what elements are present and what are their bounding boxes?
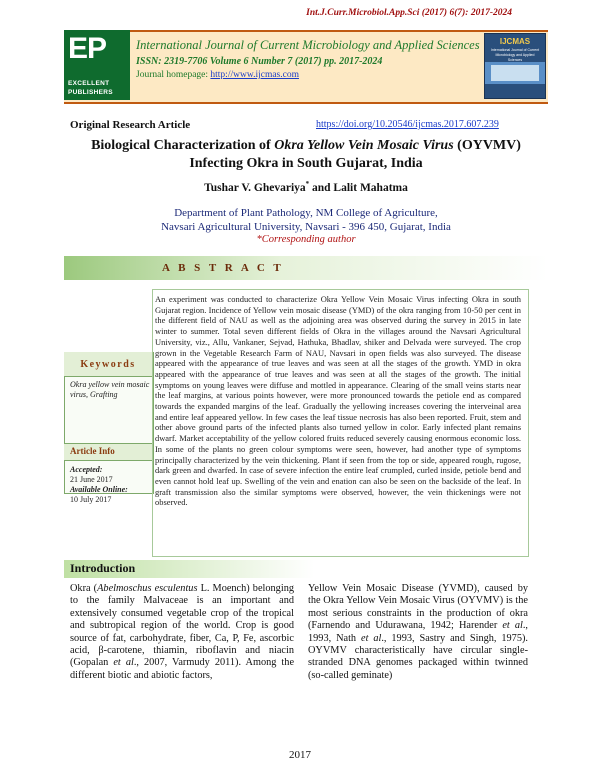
journal-cover-thumbnail <box>484 33 546 99</box>
accepted-date: 21 June 2017 <box>70 475 113 484</box>
homepage-label: Journal homepage: <box>136 70 211 80</box>
author-first: Tushar V. Ghevariya <box>204 181 306 194</box>
page-number: 2017 <box>289 749 311 761</box>
col1-text-2: L. Moench) belonging to the family Malvaceae is an important and extensively consumed vegetable crop of the tropical and subtropical region of the world. Crop is good source of fat, carbohydrate, fiber, Ca, P, Fe, ascorbic acid, β-carotene, thiamin, riboflavin and niacin (Gopalan <box>70 583 294 669</box>
col2-text-3: ., 1993, Sastry and Singh, 1975). OYVMV characteristically have circular single-stranded DNA genomes packaged within twinned (so-called geminate) <box>308 632 528 681</box>
col2-etal-2: et al <box>361 632 382 644</box>
journal-title: International Journal of Current Microbiology and Applied Sciences <box>136 38 480 52</box>
introduction-column-1 <box>70 583 294 682</box>
col1-text-1: Okra ( <box>70 583 98 594</box>
introduction-column-2 <box>308 583 528 682</box>
keywords-heading: Keywords <box>80 359 136 370</box>
abstract-header <box>64 256 548 280</box>
running-header: Int.J.Curr.Microbiol.App.Sci (2017) 6(7): 2017-2024 <box>306 8 512 18</box>
keywords-text: Okra yellow vein mosaic virus, Grafting <box>70 380 150 399</box>
accepted-label: Accepted: <box>70 465 103 474</box>
abstract-header-bar <box>64 256 548 280</box>
title-line-2: Infecting Okra in South Gujarat, India <box>189 156 423 171</box>
article-type: Original Research Article <box>70 119 191 131</box>
col1-etal: et al <box>113 657 134 669</box>
cover-image <box>491 65 539 81</box>
col2-text-1: Yellow Vein Mosaic Disease (YVMD), caused by the Okra Yellow Vein Mosaic Virus (OYVMV) is the most serious constraints in the production of okra (Farnendo and Udurawana, 1942; Harender <box>308 583 528 632</box>
doi-link[interactable]: https://doi.org/10.20546/ijcmas.2017.607.239 <box>316 119 499 130</box>
logo-line-1: EXCELLENT <box>68 80 110 87</box>
title-virus-name: Okra Yellow Vein Mosaic Virus <box>274 138 454 153</box>
logo-letters: EP <box>68 32 107 65</box>
publisher-logo <box>64 30 130 100</box>
col2-text-2: ., 1993, Nath <box>308 620 528 644</box>
homepage-link[interactable]: http://www.ijcmas.com <box>210 70 299 80</box>
corresponding-author: *Corresponding author <box>256 234 356 245</box>
article-info-text <box>70 465 152 505</box>
journal-homepage <box>136 70 299 80</box>
affiliation <box>64 207 548 234</box>
col1-text-3: ., 2007, Varmudy 2011). Among the different biotic and abiotic factors, <box>70 657 295 681</box>
affiliation-line-1: Department of Plant Pathology, NM College of Agriculture, <box>174 207 438 219</box>
article-title <box>64 137 548 173</box>
introduction-heading: Introduction <box>70 561 136 575</box>
affiliation-line-2: Navsari Agricultural University, Navsari - 396 450, Gujarat, India <box>161 220 451 233</box>
online-label: Available Online: <box>70 485 128 494</box>
cover-title: IJCMAS <box>499 37 531 46</box>
col2-etal-1: et al <box>502 620 523 632</box>
issn-line: ISSN: 2319-7706 Volume 6 Number 7 (2017) pp. 2017-2024 <box>136 56 383 67</box>
col1-species: Abelmoschus esculentus <box>97 583 198 594</box>
author-rest: and Lalit Mahatma <box>309 181 408 194</box>
title-part-1: Biological Characterization of <box>91 138 275 153</box>
corresponding-mark: * <box>305 180 310 188</box>
abstract-heading: A B S T R A C T <box>162 262 284 274</box>
authors <box>64 180 548 194</box>
cover-subtitle: International Journal of Current Microbiology and Applied Sciences <box>490 48 540 62</box>
article-info-heading: Article Info <box>70 446 115 456</box>
title-part-2: (OYVMV) <box>453 138 521 153</box>
online-date: 10 July 2017 <box>70 495 112 504</box>
abstract-text: An experiment was conducted to characterize Okra Yellow Vein Mosaic Virus infecting Okra in south Gujarat region. Incidence of Yellow vein mosaic disease (YMD) of the okra ranging from 10-50 per cent in the different field of NAU as well as the adjoining area was observed during the survey in 2015 in late winter to summer. Total seven different fields of Okra in the villages around the Navsari Agricultural University, viz., Allu, Vankaner, Sejvad, Hathuka, Bhadlav, shiker and Delvada were surveyed. The crop grown in the Vegetable Research Farm of NAU, Navsari in open fields was also surveyed. The disease appeared with the appearance of true leaves and was seen at all the stages of the growth. YMD in okra appeared with the appearance of true leaves and was seen at all the stages of the growth. The initial symptoms on young leaves were diffuse and mottled in appearance. Clearing of the small veins starts near the leaf margins, at various points however, were more pronounced towards the petiole end as compared towards the expanded margins of the leaf. Gradually the yellowing increases covering the interveinal area and entire leaf appeared yellow. In few cases the leaf tissue necrosis has also been reported. Fruit, stem and other above ground parts of the infected plants also turned yellow in color. Early infected plant remains dwarf. Market acceptability of the yellow colored fruits reduced severely causing enormous economic loss. In some of the plants no green colour symptoms were seen, however, had another type of symptoms principally characterized by the vein thickening. Plant if seen from the top or side, appeared rough, rugose, dark green and dwarfed. In case of severe infection the entire leaf crumpled, curled inside, petiole bend and even cannot hold leaf up. Swelling of the vein and enation can also be seen on the backside of the leaf. In graft transmission also the similar symptoms were observed, however, the vein thickenings were not observed. <box>155 294 521 508</box>
logo-line-2: PUBLISHERS <box>68 89 113 96</box>
